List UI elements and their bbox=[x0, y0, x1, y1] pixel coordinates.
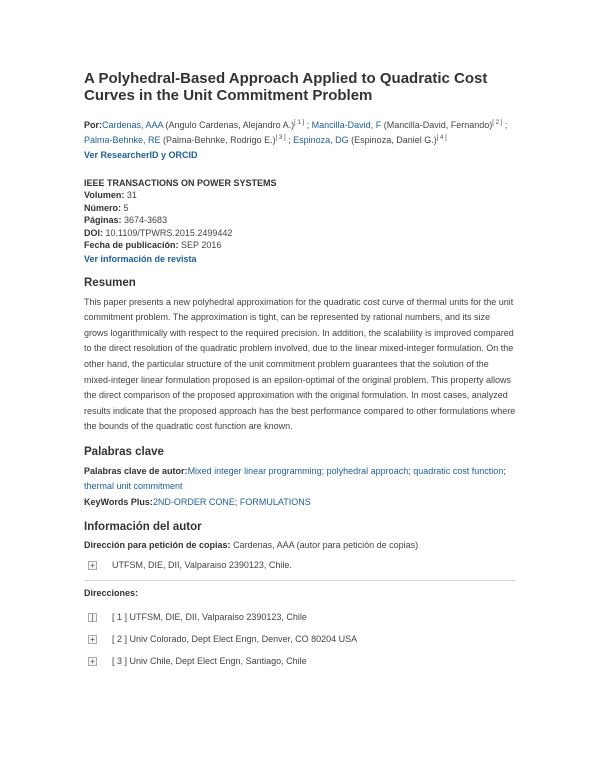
number-label: Número: bbox=[84, 202, 122, 213]
keyword-separator: ; bbox=[408, 466, 414, 476]
author-link[interactable]: Cardenas, AAA bbox=[102, 120, 164, 130]
authors-prefix: Por: bbox=[84, 120, 102, 130]
reprint-label: Dirección para petición de copias: bbox=[84, 540, 231, 551]
author-affiliation-ref: [ 3 ] bbox=[275, 134, 286, 141]
expand-plus-icon[interactable]: + bbox=[88, 561, 97, 570]
address-text: [ 2 ] Univ Colorado, Dept Elect Engn, Denver, CO 80204 USA bbox=[112, 634, 358, 645]
date-label: Fecha de publicación: bbox=[84, 240, 179, 251]
address-text: [ 1 ] UTFSM, DIE, DII, Valparaiso 2390123, Chile bbox=[112, 612, 307, 623]
author-list bbox=[84, 118, 516, 163]
reprint-row bbox=[84, 539, 516, 552]
article-title: A Polyhedral-Based Approach Applied to Quadratic Cost Curves in the Unit Commitment Problem bbox=[84, 70, 488, 104]
author-affiliation-ref: [ 2 ] bbox=[492, 120, 503, 126]
author-separator: ; bbox=[285, 134, 294, 145]
expand-icon[interactable]: + bbox=[88, 635, 97, 644]
author-fullname: (Mancilla-David, Fernando) bbox=[381, 120, 493, 130]
address-row bbox=[84, 632, 516, 654]
record-page bbox=[84, 70, 516, 676]
reprint-address: UTFSM, DIE, DII, Valparaiso 2390123, Chile. bbox=[112, 560, 292, 571]
keyword-link[interactable]: polyhedral approach bbox=[326, 466, 409, 476]
keyword-separator: ; bbox=[503, 466, 506, 476]
address-row bbox=[84, 610, 516, 632]
researcher-id-link[interactable]: Ver ResearcherID y ORCID bbox=[84, 150, 198, 160]
author-fullname: (Angulo Cardenas, Alejandro A.) bbox=[163, 120, 295, 130]
reprint-address-row bbox=[84, 558, 516, 580]
keyword-link[interactable]: Mixed integer linear programming bbox=[187, 466, 322, 476]
addresses-label-text: Direcciones: bbox=[84, 588, 139, 599]
doi-value: 10.1109/TPWRS.2015.2499442 bbox=[105, 227, 233, 238]
abstract-text: This paper presents a new polyhedral approximation for the quadratic cost curve of thermal units for the unit commitment problem. The approximation is tight, can be represented by rational numbers, and its size grows logarithmically with respect to the required precision. In addition, the scalability is improved compared to the direct resolution of the quadratic problem involved, due to the linear mixed-integer formulation. On the other hand, the particular structure of the unit commitment problem guarantees that the solution of the mixed-integer linear formulation proposed is an epsilon-optimal of the original problem. This property allows the direct comparison of the proposed approximation with the original formulation. In most cases, analyzed results indicate that the proposed approach has the best performance compared to other formulations where the bounds of the quadratic cost function are known. bbox=[84, 296, 516, 432]
author-separator: ; bbox=[502, 120, 508, 130]
address-text: [ 3 ] Univ Chile, Dept Elect Engn, Santiago, Chile bbox=[112, 656, 307, 667]
keywords-heading: Palabras clave bbox=[84, 446, 164, 458]
keyword-link[interactable]: 2ND-ORDER CONE bbox=[152, 496, 235, 507]
doi-label: DOI: bbox=[84, 227, 103, 238]
journal-info-link[interactable]: Ver información de revista bbox=[84, 254, 197, 265]
author-fullname: (Palma-Behnke, Rodrigo E.) bbox=[160, 134, 276, 145]
volume-value: 31 bbox=[126, 190, 137, 201]
author-keywords-label: Palabras clave de autor: bbox=[84, 466, 188, 476]
number-value: 5 bbox=[123, 202, 129, 213]
keyword-link[interactable]: thermal unit commitment bbox=[84, 481, 183, 492]
author-separator: ; bbox=[304, 120, 312, 130]
keyword-separator: ; bbox=[234, 496, 240, 507]
expand-icon[interactable]: | bbox=[88, 613, 97, 622]
journal-info bbox=[84, 177, 516, 266]
author-link[interactable]: Palma-Behnke, RE bbox=[84, 134, 161, 145]
keywords-plus bbox=[84, 495, 516, 510]
address-list bbox=[84, 610, 516, 676]
author-link[interactable]: Espinoza, DG bbox=[293, 134, 349, 145]
author-keywords bbox=[84, 464, 516, 495]
abstract-heading: Resumen bbox=[84, 276, 136, 289]
author-affiliation-ref: [ 1 ] bbox=[294, 120, 305, 126]
journal-name: IEEE TRANSACTIONS ON POWER SYSTEMS bbox=[84, 177, 277, 188]
addresses-label bbox=[84, 587, 516, 600]
keyword-link[interactable]: FORMULATIONS bbox=[239, 496, 311, 507]
keyword-link[interactable]: quadratic cost function bbox=[413, 466, 504, 476]
date-value: SEP 2016 bbox=[181, 240, 222, 251]
author-fullname: (Espinoza, Daniel G.) bbox=[348, 134, 437, 145]
volume-label: Volumen: bbox=[84, 190, 125, 201]
author-link[interactable]: Mancilla-David, F bbox=[311, 120, 382, 130]
author-affiliation-ref: [ 4 ] bbox=[436, 134, 447, 141]
author-info-heading: Información del autor bbox=[84, 521, 202, 534]
keywords-plus-label: KeyWords Plus: bbox=[84, 496, 153, 507]
keyword-separator: ; bbox=[321, 466, 327, 476]
expand-icon[interactable]: + bbox=[88, 657, 97, 666]
reprint-value: Cardenas, AAA (autor para petición de copias) bbox=[233, 540, 419, 551]
pages-label: Páginas: bbox=[84, 215, 122, 226]
pages-value: 3674-3683 bbox=[124, 215, 168, 226]
address-row bbox=[84, 654, 516, 676]
